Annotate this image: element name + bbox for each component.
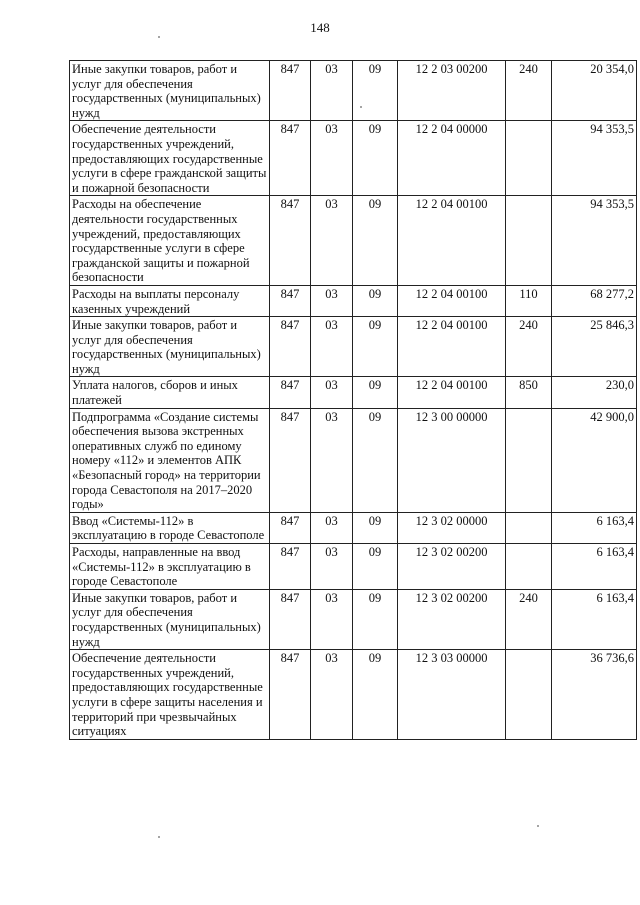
page-number: 148 [310, 20, 330, 35]
expense-name-cell: Уплата налогов, сборов и иных платежей [70, 377, 270, 408]
expense-type-cell [506, 408, 552, 512]
department-code-cell: 847 [270, 408, 311, 512]
section-code-cell: 03 [311, 317, 353, 377]
section-code-cell: 03 [311, 650, 353, 740]
target-article-cell: 12 2 04 00100 [398, 317, 506, 377]
scan-speck [537, 825, 539, 827]
department-code-cell: 847 [270, 196, 311, 286]
department-code-cell: 847 [270, 544, 311, 590]
scan-speck [158, 36, 160, 38]
amount-cell: 36 736,6 [552, 650, 637, 740]
section-code-cell: 03 [311, 377, 353, 408]
table-row [70, 589, 637, 649]
amount-cell: 68 277,2 [552, 285, 637, 316]
scan-speck [158, 836, 160, 838]
subsection-code-cell: 09 [353, 408, 398, 512]
target-article-cell: 12 3 02 00200 [398, 544, 506, 590]
table-row [70, 512, 637, 543]
table-row [70, 544, 637, 590]
table-row [70, 408, 637, 512]
amount-cell: 42 900,0 [552, 408, 637, 512]
amount-cell: 6 163,4 [552, 544, 637, 590]
section-code-cell: 03 [311, 408, 353, 512]
expense-name-cell: Подпрограмма «Создание системы обеспечения вызова экстренных оперативных служб по единому номеру «112» и элементов АПК «Безопасный город» на территории города Севастополя на 2017–2020 годы» [70, 408, 270, 512]
target-article-cell: 12 2 03 00200 [398, 61, 506, 121]
target-article-cell: 12 2 04 00000 [398, 121, 506, 196]
expense-name-cell: Иные закупки товаров, работ и услуг для обеспечения государственных (муниципальных) нужд [70, 317, 270, 377]
section-code-cell: 03 [311, 285, 353, 316]
subsection-code-cell: 09 [353, 61, 398, 121]
expense-name-cell: Расходы на обеспечение деятельности государственных учреждений, предоставляющих государственные услуги в сфере гражданской защиты и пожарной безопасности [70, 196, 270, 286]
expense-type-cell [506, 196, 552, 286]
section-code-cell: 03 [311, 196, 353, 286]
target-article-cell: 12 3 02 00000 [398, 512, 506, 543]
department-code-cell: 847 [270, 317, 311, 377]
expense-type-cell [506, 121, 552, 196]
amount-cell: 20 354,0 [552, 61, 637, 121]
expense-name-cell: Иные закупки товаров, работ и услуг для обеспечения государственных (муниципальных) нужд [70, 589, 270, 649]
budget-table [69, 60, 637, 740]
subsection-code-cell: 09 [353, 196, 398, 286]
department-code-cell: 847 [270, 512, 311, 543]
budget-table-body [70, 61, 637, 740]
table-row [70, 377, 637, 408]
target-article-cell: 12 3 00 00000 [398, 408, 506, 512]
subsection-code-cell: 09 [353, 512, 398, 543]
expense-name-cell: Ввод «Системы-112» в эксплуатацию в городе Севастополе [70, 512, 270, 543]
scan-speck [360, 106, 362, 108]
table-row [70, 650, 637, 740]
target-article-cell: 12 2 04 00100 [398, 196, 506, 286]
target-article-cell: 12 2 04 00100 [398, 285, 506, 316]
subsection-code-cell: 09 [353, 285, 398, 316]
amount-cell: 94 353,5 [552, 121, 637, 196]
amount-cell: 6 163,4 [552, 589, 637, 649]
expense-type-cell [506, 650, 552, 740]
amount-cell: 25 846,3 [552, 317, 637, 377]
department-code-cell: 847 [270, 589, 311, 649]
table-row [70, 121, 637, 196]
expense-type-cell: 240 [506, 317, 552, 377]
expense-type-cell [506, 512, 552, 543]
expense-type-cell: 850 [506, 377, 552, 408]
target-article-cell: 12 3 03 00000 [398, 650, 506, 740]
department-code-cell: 847 [270, 285, 311, 316]
section-code-cell: 03 [311, 121, 353, 196]
expense-type-cell [506, 544, 552, 590]
section-code-cell: 03 [311, 589, 353, 649]
subsection-code-cell: 09 [353, 589, 398, 649]
department-code-cell: 847 [270, 377, 311, 408]
expense-name-cell: Расходы, направленные на ввод «Системы-112» в эксплуатацию в городе Севастополе [70, 544, 270, 590]
expense-type-cell: 240 [506, 61, 552, 121]
section-code-cell: 03 [311, 544, 353, 590]
subsection-code-cell: 09 [353, 121, 398, 196]
expense-name-cell: Обеспечение деятельности государственных учреждений, предоставляющих государственные услуги в сфере гражданской защиты и пожарной безопасности [70, 121, 270, 196]
section-code-cell: 03 [311, 512, 353, 543]
department-code-cell: 847 [270, 121, 311, 196]
expense-type-cell: 110 [506, 285, 552, 316]
department-code-cell: 847 [270, 650, 311, 740]
expense-name-cell: Обеспечение деятельности государственных учреждений, предоставляющих государственные услуги в сфере защиты населения и территорий при чрезвычайных ситуациях [70, 650, 270, 740]
expense-type-cell: 240 [506, 589, 552, 649]
section-code-cell: 03 [311, 61, 353, 121]
table-row [70, 61, 637, 121]
target-article-cell: 12 3 02 00200 [398, 589, 506, 649]
amount-cell: 6 163,4 [552, 512, 637, 543]
table-row [70, 285, 637, 316]
subsection-code-cell: 09 [353, 544, 398, 590]
amount-cell: 230,0 [552, 377, 637, 408]
subsection-code-cell: 09 [353, 377, 398, 408]
target-article-cell: 12 2 04 00100 [398, 377, 506, 408]
table-row [70, 317, 637, 377]
department-code-cell: 847 [270, 61, 311, 121]
expense-name-cell: Иные закупки товаров, работ и услуг для обеспечения государственных (муниципальных) нужд [70, 61, 270, 121]
expense-name-cell: Расходы на выплаты персоналу казенных учреждений [70, 285, 270, 316]
subsection-code-cell: 09 [353, 317, 398, 377]
subsection-code-cell: 09 [353, 650, 398, 740]
amount-cell: 94 353,5 [552, 196, 637, 286]
table-row [70, 196, 637, 286]
